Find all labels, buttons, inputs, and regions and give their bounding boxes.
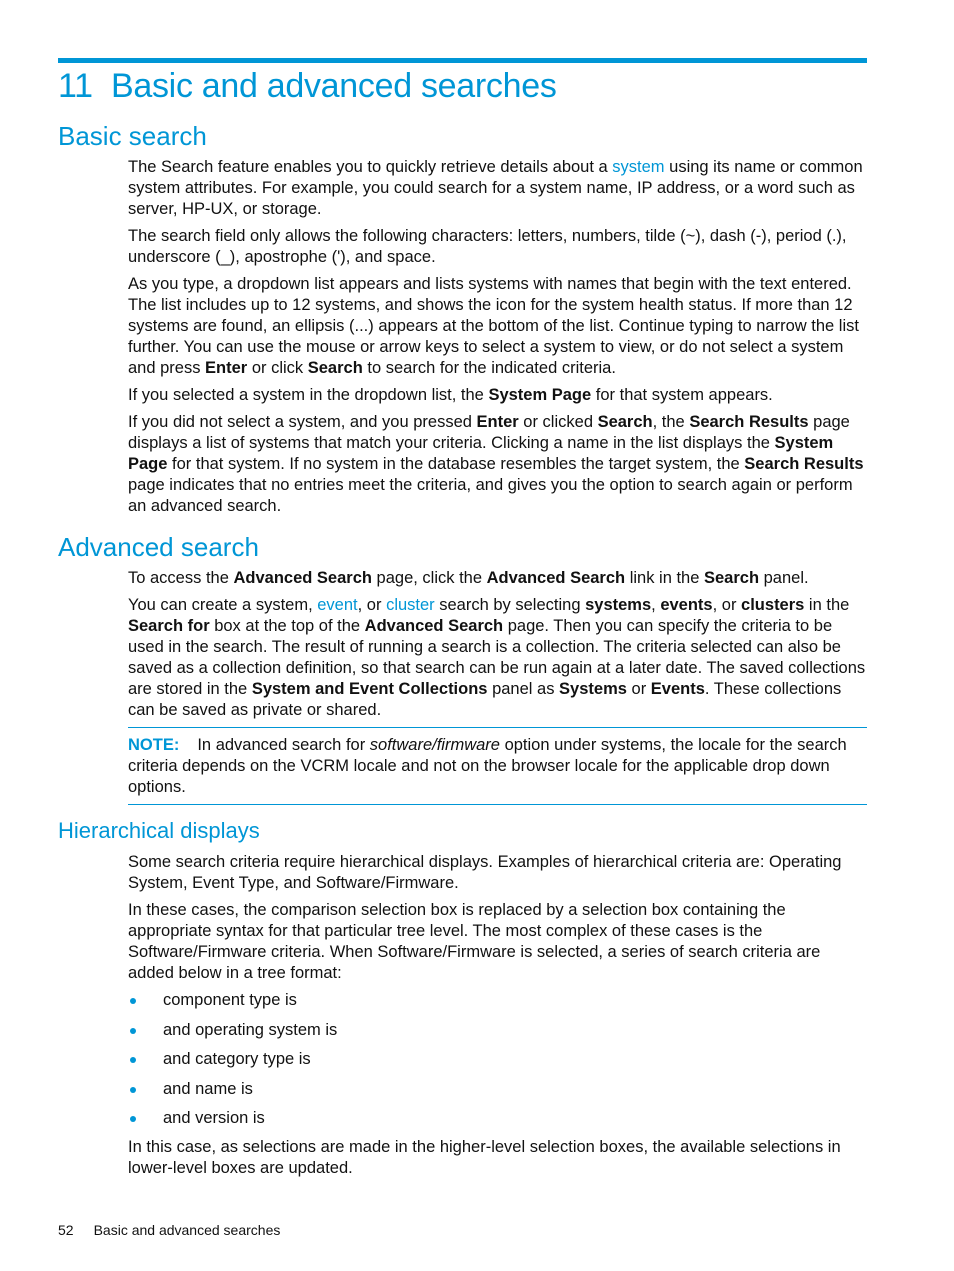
bullet-icon xyxy=(130,998,136,1004)
note-box xyxy=(128,727,867,805)
list-item: and category type is xyxy=(128,1049,337,1079)
basic-search-heading: Basic search xyxy=(58,121,207,151)
hierarchical-displays-heading: Hierarchical displays xyxy=(58,818,260,843)
hierarchical-para-3: In this case, as selections are made in the higher-level selection boxes, the available selections in lower-level boxes are updated. xyxy=(128,1138,841,1177)
event-link[interactable]: event xyxy=(317,596,358,614)
chapter-title-text: Basic and advanced searches xyxy=(111,67,557,105)
advanced-para-1: To access the Advanced Search page, click the Advanced Search link in the Search panel. xyxy=(128,569,809,587)
bullet-icon xyxy=(130,1087,136,1093)
page-number: 52 xyxy=(58,1222,74,1238)
list-item: and version is xyxy=(128,1108,337,1138)
note-label: NOTE: xyxy=(128,736,180,754)
chapter-number: 11 xyxy=(58,67,93,105)
advanced-para-2: You can create a system, event, or cluster search by selecting systems, events, or clusters in the Search for box at the top of the Advanced Search page. Then you can specify the criteria to be used in the search. The result of running a search is a collection. The criteria selected can also be saved as a collection definition, so that search can be run again at a later date. The saved collections are stored in the System and Event Collections panel as Systems or Events. These collections can be saved as private or shared. xyxy=(128,596,866,719)
bullet-icon xyxy=(130,1028,136,1034)
hierarchical-para-1: Some search criteria require hierarchical displays. Examples of hierarchical criteria are: Operating System, Event Type, and Software/Firmware. xyxy=(128,853,842,892)
basic-para-4: If you selected a system in the dropdown list, the System Page for that system appears. xyxy=(128,386,773,404)
advanced-search-heading: Advanced search xyxy=(58,532,259,562)
bullet-icon xyxy=(130,1116,136,1122)
cluster-link[interactable]: cluster xyxy=(386,596,435,614)
basic-para-3: As you type, a dropdown list appears and lists systems with names that begin with the text entered. The list includes up to 12 systems, and shows the icon for the system health status. If more than 12 systems are found, an ellipsis (...) appears at the bottom of the list. Continue typing to narrow the list further. You can use the mouse or arrow keys to select a system to view, or do not select a system and press Enter or click Search to search for the indicated criteria. xyxy=(128,275,859,377)
hierarchical-para-2: In these cases, the comparison selection box is replaced by a selection box containing the appropriate syntax for that particular tree level. The most complex of these cases is the Software/Firmware criteria. When Software/Firmware is selected, a series of search criteria are added below in a tree format: xyxy=(128,901,821,982)
basic-para-1: The Search feature enables you to quickly retrieve details about a system using its name or common system attributes. For example, you could search for a system name, IP address, or a word such as server, HP-UX, or storage. xyxy=(128,158,863,218)
basic-para-5: If you did not select a system, and you pressed Enter or clicked Search, the Search Results page displays a list of systems that match your criteria. Clicking a name in the list displays the System Page for that system. If no system in the database resembles the target system, the Search Results page indicates that no entries meet the criteria, and gives you the option to search again or perform an advanced search. xyxy=(128,413,864,515)
note-text: NOTE: In advanced search for software/firmware option under systems, the locale for the search criteria depends on the VCRM locale and not on the browser locale for the applicable drop down options. xyxy=(128,736,847,796)
bullet-icon xyxy=(130,1057,136,1063)
basic-para-2: The search field only allows the following characters: letters, numbers, tilde (~), dash (-), period (.), underscore (_), apostrophe ('), and space. xyxy=(128,227,847,266)
system-link[interactable]: system xyxy=(612,158,665,176)
list-item: and name is xyxy=(128,1079,337,1109)
criteria-bullet-list xyxy=(128,990,337,1138)
chapter-title xyxy=(58,63,557,109)
page-footer xyxy=(58,1222,280,1238)
footer-title: Basic and advanced searches xyxy=(93,1222,281,1238)
list-item: component type is xyxy=(128,990,337,1020)
list-item: and operating system is xyxy=(128,1020,337,1050)
